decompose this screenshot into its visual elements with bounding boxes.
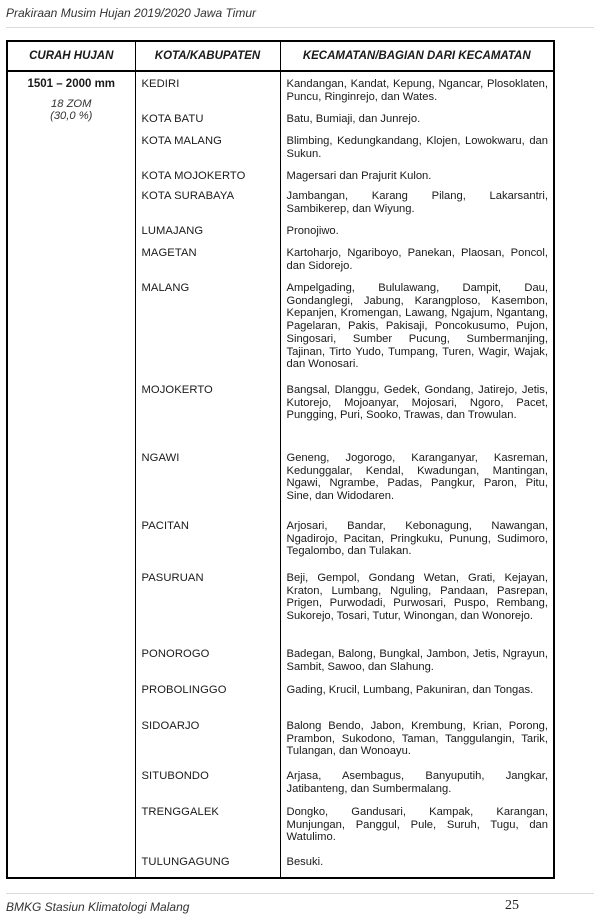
district-text: Ampelgading, Bululawang, Dampit, Dau, Gondanglegi, Jabung, Karangploso, Kasembon, Kepanjen, Kromengan, Lawang, Ngajum, Ngantang, Pagelaran, Pakis, Pakisaji, Poncokusumo, Pujon, Singosari, Sumber Pucung, Sumbermanjing, Tajinan, Tirto Yudo, Tumpang, Turen, Wagir, Wajak, dan Wonosari.	[286, 282, 548, 371]
district-text: Balong Bendo, Jabon, Krembung, Krian, Porong, Prambon, Sukodono, Taman, Tanggulangin, Tarik, Tulangan, dan Wonoayu.	[286, 720, 548, 758]
district-text: Pronojiwo.	[286, 225, 339, 237]
table-header	[7, 41, 554, 71]
district-list	[280, 764, 554, 800]
city-name: SITUBONDO	[135, 764, 280, 800]
district-list	[280, 378, 554, 446]
district-text: Kartoharjo, Ngariboyo, Panekan, Plaosan, Poncol, dan Sidorejo.	[286, 247, 548, 272]
district-text: Gading, Krucil, Lumbang, Pakuniran, dan Tongas.	[286, 684, 534, 696]
district-list	[280, 678, 554, 714]
rainfall-category-cell	[7, 71, 135, 878]
district-text: Arjasa, Asembagus, Banyuputih, Jangkar, Jatibanteng, dan Sumbermalang.	[286, 770, 548, 795]
city-name: KEDIRI	[135, 71, 280, 107]
city-name: LUMAJANG	[135, 219, 280, 241]
page-number: 25	[505, 898, 519, 913]
city-name: KOTA BATU	[135, 107, 280, 129]
column-header-rainfall: CURAH HUJAN	[7, 41, 135, 71]
city-name: MOJOKERTO	[135, 378, 280, 446]
page-header-title: Prakiraan Musim Hujan 2019/2020 Jawa Timur	[6, 6, 257, 20]
column-header-city: KOTA/KABUPATEN	[135, 41, 280, 71]
district-text: Batu, Bumiaji, dan Junrejo.	[286, 113, 421, 125]
city-name: TULUNGAGUNG	[135, 850, 280, 878]
city-name: MALANG	[135, 276, 280, 378]
city-name: MAGETAN	[135, 241, 280, 276]
district-list	[280, 276, 554, 378]
district-text: Kandangan, Kandat, Kepung, Ngancar, Plosoklaten, Puncu, Ringinrejo, dan Wates.	[286, 78, 548, 103]
district-list	[280, 800, 554, 850]
district-list	[280, 184, 554, 219]
district-text: Magersari dan Prajurit Kulon.	[286, 170, 432, 182]
district-text: Besuki.	[286, 856, 324, 868]
district-text: Geneng, Jogorogo, Karanganyar, Kasreman, Kedunggalar, Kendal, Kwadungan, Mantingan, Ngawi, Ngrambe, Padas, Pangkur, Paron, Pitu, Sine, dan Widodaren.	[286, 452, 548, 503]
district-list	[280, 241, 554, 276]
city-name: KOTA SURABAYA	[135, 184, 280, 219]
district-list	[280, 566, 554, 642]
city-name: PROBOLINGGO	[135, 678, 280, 714]
district-list	[280, 129, 554, 164]
city-name: PACITAN	[135, 514, 280, 566]
district-text: Bangsal, Dlanggu, Gedek, Gondang, Jatirejo, Jetis, Kutorejo, Mojoanyar, Mojosari, Ngoro, Pacet, Pungging, Puri, Sooko, Trawas, dan Trowulan.	[286, 384, 548, 422]
city-name: KOTA MOJOKERTO	[135, 164, 280, 184]
district-text: Badegan, Balong, Bungkal, Jambon, Jetis, Ngrayun, Sambit, Sawoo, dan Slahung.	[286, 648, 548, 673]
city-name: KOTA MALANG	[135, 129, 280, 164]
district-list	[280, 107, 554, 129]
district-list	[280, 219, 554, 241]
district-text: Blimbing, Kedungkandang, Klojen, Lowokwaru, dan Sukun.	[286, 135, 548, 160]
district-list	[280, 514, 554, 566]
district-text: Arjosari, Bandar, Kebonagung, Nawangan, Ngadirojo, Pacitan, Pringkuku, Punung, Sudimoro, Tegalombo, dan Tulakan.	[286, 520, 548, 558]
footer-divider	[6, 893, 594, 894]
table-row	[7, 71, 554, 107]
district-list	[280, 642, 554, 678]
column-header-districts: KECAMATAN/BAGIAN DARI KECAMATAN	[280, 41, 554, 71]
district-list	[280, 446, 554, 514]
district-list	[280, 850, 554, 878]
district-text: Beji, Gempol, Gondang Wetan, Grati, Kejayan, Kraton, Lumbang, Nguling, Pandaan, Pasrepan, Prigen, Purwodadi, Purwosari, Puspo, Rembang, Sukorejo, Tosari, Tutur, Winongan, dan Wonorejo.	[286, 572, 548, 623]
zom-percentage: (30,0 %)	[50, 110, 93, 123]
table-body	[7, 71, 554, 878]
district-list	[280, 71, 554, 107]
city-name: PONOROGO	[135, 642, 280, 678]
district-text: Dongko, Gandusari, Kampak, Karangan, Munjungan, Panggul, Pule, Suruh, Tugu, dan Watulimo.	[286, 806, 548, 844]
district-text: Jambangan, Karang Pilang, Lakarsantri, Sambikerep, dan Wiyung.	[286, 190, 548, 215]
rainfall-range: 1501 – 2000 mm	[27, 78, 116, 90]
rainfall-table	[6, 40, 555, 879]
footer-source: BMKG Stasiun Klimatologi Malang	[6, 900, 190, 914]
header-divider	[6, 27, 594, 28]
city-name: TRENGGALEK	[135, 800, 280, 850]
city-name: NGAWI	[135, 446, 280, 514]
district-list	[280, 164, 554, 184]
zom-count: 18 ZOM	[51, 97, 92, 110]
city-name: PASURUAN	[135, 566, 280, 642]
district-list	[280, 714, 554, 764]
city-name: SIDOARJO	[135, 714, 280, 764]
